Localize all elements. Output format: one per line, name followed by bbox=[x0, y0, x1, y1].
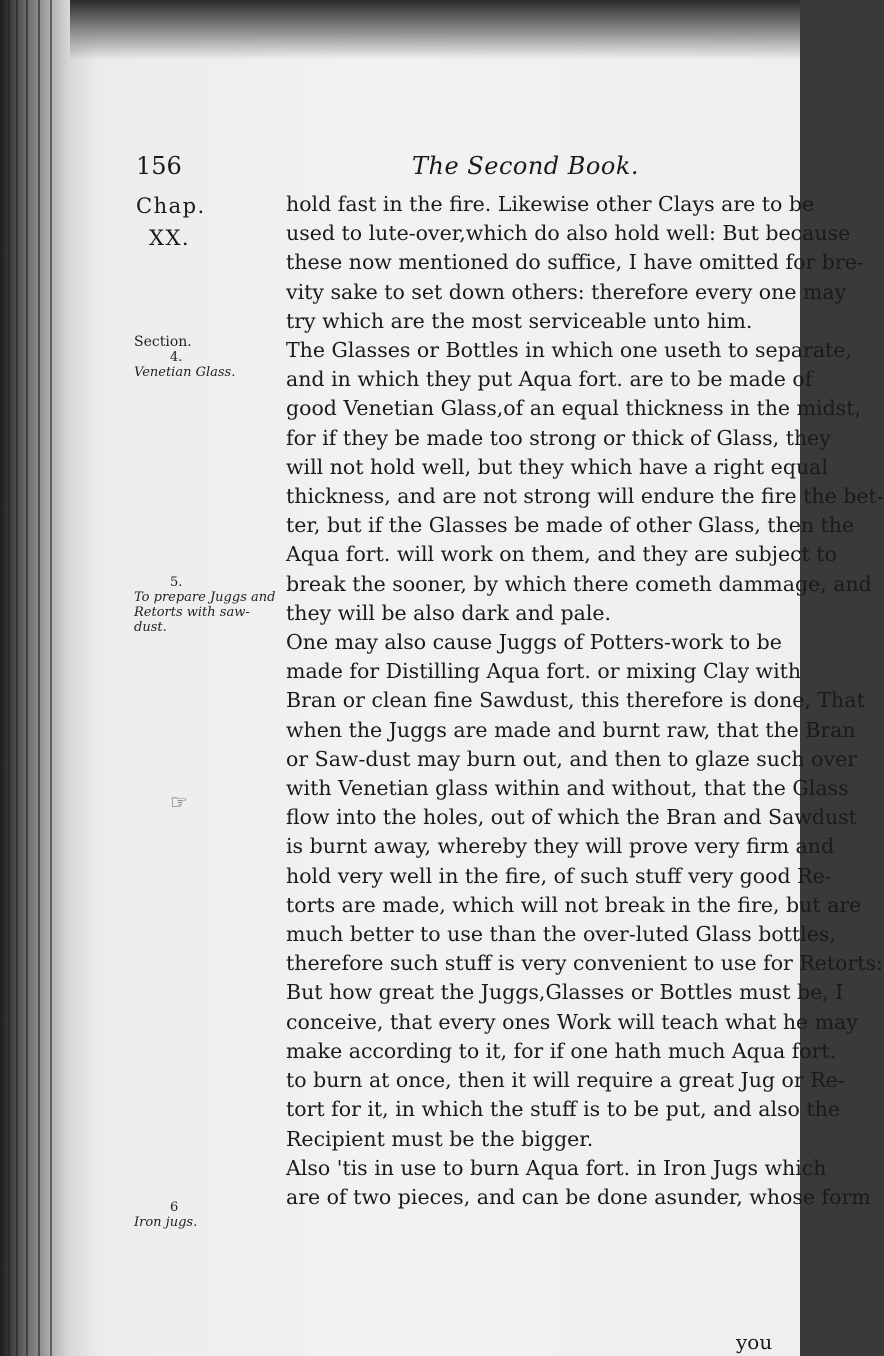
margin-number: 4. bbox=[170, 350, 183, 365]
body-line: hold very well in the fire, of such stuff very good Re- bbox=[286, 863, 832, 888]
body-line: when the Juggs are made and burnt raw, that the Bran bbox=[286, 717, 856, 742]
body-line: hold fast in the fire. Likewise other Clays are to be bbox=[286, 192, 815, 216]
margin-text: Venetian Glass. bbox=[134, 365, 236, 380]
page-number: 156 bbox=[136, 152, 182, 180]
body-line: and in which they put Aqua fort. are to be made of bbox=[286, 367, 813, 392]
margin-text: To prepare Juggs and Retorts with saw-dust. bbox=[134, 590, 276, 635]
body-line: these now mentioned do suffice, I have omitted for bre- bbox=[286, 250, 864, 275]
margin-text: Iron jugs. bbox=[134, 1215, 198, 1230]
body-line: thickness, and are not strong will endure the fire the bet- bbox=[286, 484, 884, 509]
body-line: One may also cause Juggs of Potters-work to be bbox=[286, 630, 782, 655]
margin-note-venetian-glass bbox=[134, 335, 282, 380]
body-line: Aqua fort. will work on them, and they are subject to bbox=[286, 542, 837, 567]
page-top-shadow bbox=[70, 0, 800, 60]
body-line: vity sake to set down others: therefore every one may bbox=[286, 279, 847, 304]
body-line: for if they be made too strong or thick of Glass, they bbox=[286, 425, 831, 450]
body-line: with Venetian glass within and without, that the Glass bbox=[286, 776, 849, 801]
body-line: make according to it, for if one hath much Aqua fort. bbox=[286, 1038, 837, 1063]
body-line: much better to use than the over-luted Glass bottles, bbox=[286, 922, 836, 947]
body-line: Also 'tis in use to burn Aqua fort. in Iron Jugs which bbox=[286, 1155, 827, 1180]
body-line: they will be also dark and pale. bbox=[286, 600, 612, 625]
margin-section-label: Section. bbox=[134, 334, 192, 350]
body-line: The Glasses or Bottles in which one useth to separate, bbox=[286, 338, 852, 363]
book-binding bbox=[0, 0, 70, 1356]
body-line: will not hold well, but they which have a right equal bbox=[286, 454, 828, 479]
body-line: conceive, that every ones Work will teach what he may bbox=[286, 1009, 858, 1034]
body-line: used to lute-over,which do also hold well: But because bbox=[286, 221, 851, 246]
chapter-label: Chap. bbox=[136, 194, 206, 218]
body-line: good Venetian Glass,of an equal thickness in the midst, bbox=[286, 396, 861, 421]
running-title: The Second Book. bbox=[412, 152, 639, 180]
body-line: flow into the holes, out of which the Bran and Sawdust bbox=[286, 805, 857, 830]
pointing-hand-icon: ☞ bbox=[170, 790, 188, 814]
page-header bbox=[0, 152, 800, 192]
body-line: torts are made, which will not break in the fire, but are bbox=[286, 892, 862, 917]
body-line: ter, but if the Glasses be made of other Glass, then the bbox=[286, 513, 855, 538]
body-line: tort for it, in which the stuff is to be put, and also the bbox=[286, 1097, 840, 1122]
margin-note-iron-jugs bbox=[134, 1200, 282, 1230]
margin-note-prepare-juggs bbox=[134, 575, 282, 635]
margin-number: 5. bbox=[170, 575, 183, 590]
body-line: Bran or clean fine Sawdust, this therefore is done, That bbox=[286, 688, 865, 713]
margin-number: 6 bbox=[170, 1200, 179, 1215]
body-line: But how great the Juggs,Glasses or Bottles must be, I bbox=[286, 980, 844, 1005]
body-line: is burnt away, whereby they will prove very firm and bbox=[286, 834, 835, 859]
body-line: therefore such stuff is very convenient to use for Retorts: bbox=[286, 951, 883, 976]
body-line: made for Distilling Aqua fort. or mixing Clay with bbox=[286, 659, 802, 684]
body-line: break the sooner, by which there cometh dammage, and bbox=[286, 571, 872, 596]
body-line: Recipient must be the bigger. bbox=[286, 1126, 594, 1151]
body-text bbox=[286, 190, 884, 1212]
body-line: to burn at once, then it will require a great Jug or Re- bbox=[286, 1068, 845, 1093]
chapter-heading bbox=[136, 190, 286, 254]
body-line: are of two pieces, and can be done asunder, whose form bbox=[286, 1184, 871, 1209]
body-line: try which are the most serviceable unto him. bbox=[286, 308, 753, 333]
chapter-number: XX. bbox=[149, 226, 191, 250]
catchword: you bbox=[736, 1330, 773, 1354]
body-line: or Saw-dust may burn out, and then to glaze such over bbox=[286, 746, 857, 771]
